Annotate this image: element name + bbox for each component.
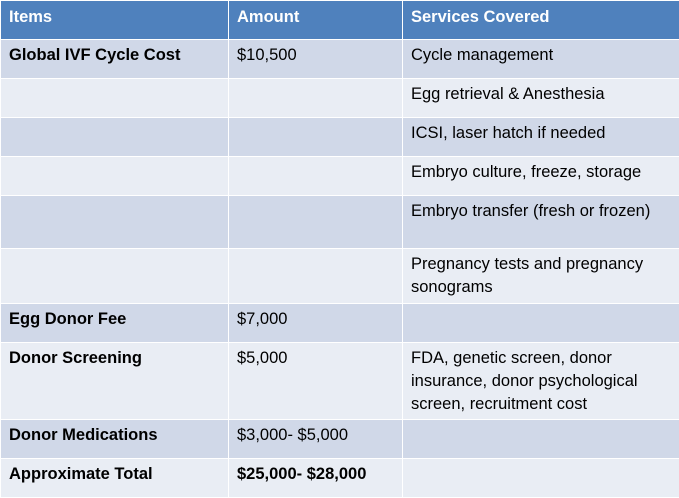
table-row — [1, 40, 679, 79]
item-cell — [1, 79, 229, 118]
amount-cell — [229, 249, 403, 304]
table-row — [1, 196, 679, 249]
table-row — [1, 157, 679, 196]
header-services: Services Covered — [403, 1, 679, 40]
table-row — [1, 249, 679, 304]
table-row — [1, 304, 679, 343]
table-row — [1, 343, 679, 420]
amount-cell — [229, 79, 403, 118]
header-row — [1, 1, 679, 40]
services-cell — [403, 420, 679, 459]
item-cell: Approximate Total — [1, 459, 229, 498]
table-row — [1, 79, 679, 118]
services-cell: Embryo transfer (fresh or frozen) — [403, 196, 679, 249]
services-cell — [403, 304, 679, 343]
item-cell: Egg Donor Fee — [1, 304, 229, 343]
table-row-total — [1, 459, 679, 498]
item-cell — [1, 157, 229, 196]
item-cell — [1, 196, 229, 249]
services-cell: Pregnancy tests and pregnancy sonograms — [403, 249, 679, 304]
amount-cell: $5,000 — [229, 343, 403, 420]
item-cell: Global IVF Cycle Cost — [1, 40, 229, 79]
table-row — [1, 118, 679, 157]
services-cell: ICSI, laser hatch if needed — [403, 118, 679, 157]
table-row — [1, 420, 679, 459]
services-cell — [403, 459, 679, 498]
item-cell — [1, 249, 229, 304]
services-cell: FDA, genetic screen, donor insurance, donor psychological screen, recruitment cost — [403, 343, 679, 420]
header-amount: Amount — [229, 1, 403, 40]
amount-cell: $3,000- $5,000 — [229, 420, 403, 459]
header-items: Items — [1, 1, 229, 40]
services-cell: Cycle management — [403, 40, 679, 79]
item-cell: Donor Medications — [1, 420, 229, 459]
item-cell: Donor Screening — [1, 343, 229, 420]
amount-cell — [229, 157, 403, 196]
services-cell: Embryo culture, freeze, storage — [403, 157, 679, 196]
amount-cell: $10,500 — [229, 40, 403, 79]
amount-cell — [229, 118, 403, 157]
amount-cell-total: $25,000- $28,000 — [229, 459, 403, 498]
item-cell — [1, 118, 229, 157]
amount-cell — [229, 196, 403, 249]
services-cell: Egg retrieval & Anesthesia — [403, 79, 679, 118]
amount-cell: $7,000 — [229, 304, 403, 343]
